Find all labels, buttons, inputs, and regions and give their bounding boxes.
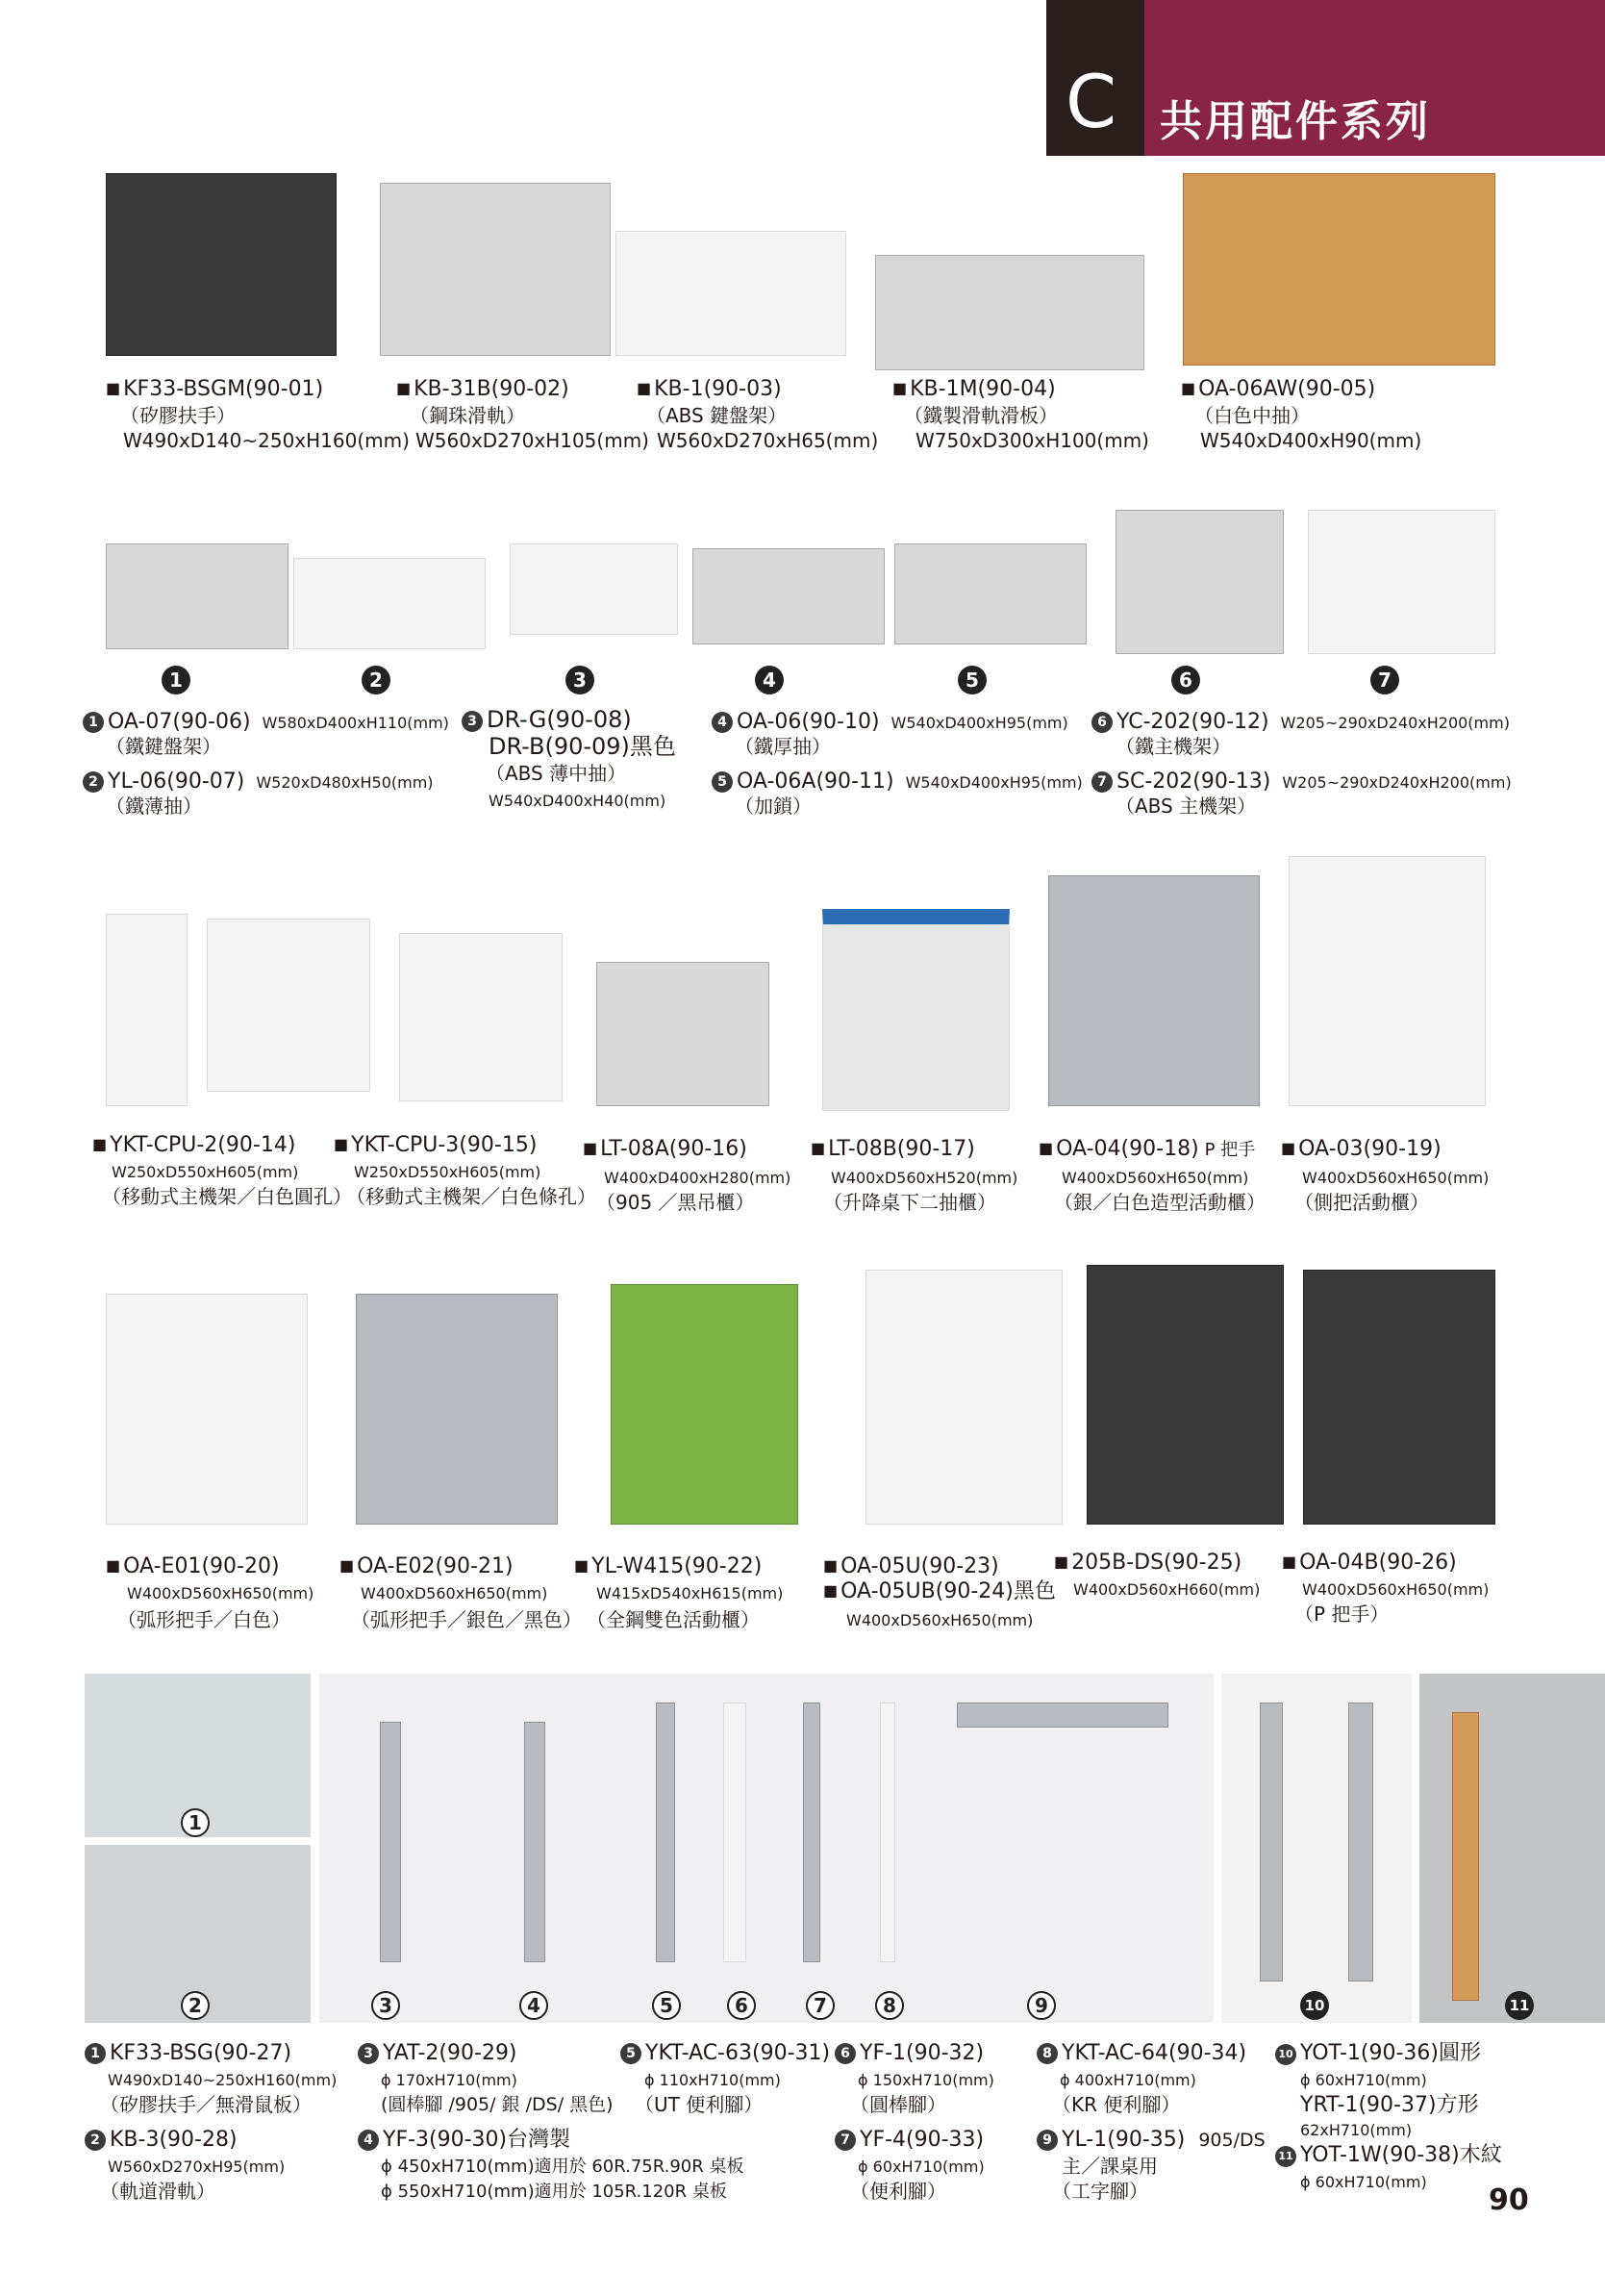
section-letter: C (1066, 59, 1117, 144)
product-desc-90-27: （矽膠扶手／無滑鼠板） (100, 2093, 312, 2116)
product-desc-90-08: （ABS 薄中抽） (486, 762, 627, 785)
product-desc-90-03: （ABS 鍵盤架） (646, 404, 788, 427)
product-code-90-31: YKT-AC-63(90-31) (645, 2041, 831, 2065)
item-badge-5: 5 (958, 666, 987, 694)
photo-round-legs (1221, 1674, 1412, 2023)
product-desc-90-02: （鋼珠滑軌） (410, 404, 525, 427)
product-desc-90-16: （905 ／黑吊櫃） (596, 1191, 755, 1214)
leg-shape-90-38 (1452, 1712, 1479, 2001)
page-number: 90 (1489, 2183, 1529, 2217)
product-code-90-24: ■ OA-05UB(90-24)黑色 (823, 1579, 1056, 1604)
product-extra-90-18: P 把手 (1204, 1140, 1256, 1160)
product-entry-90-06 (83, 710, 449, 735)
entry-number: 3 (462, 711, 483, 732)
cpu-cart-image-90-14a (106, 914, 188, 1106)
product-size-90-20: W400xD560xH650(mm) (127, 1584, 314, 1602)
product-size-90-03: W560xD270xH65(mm) (657, 429, 879, 452)
product-code-90-22: ■ YL-W415(90-22) (574, 1554, 762, 1579)
product-desc-90-18: （銀／白色造型活動櫃） (1054, 1191, 1266, 1214)
entry-number: 1 (83, 712, 104, 733)
entry-number: 3 (358, 2043, 379, 2064)
photo-badge-8: 8 (875, 1991, 904, 2020)
cpu-stand-image-90-13 (1308, 510, 1495, 654)
product-entry-90-07 (83, 770, 434, 795)
product-code-90-15: ■ YKT-CPU-3(90-15) (334, 1133, 537, 1158)
product-desc-90-29: (圓棒腳 /905/ 銀 /DS/ 黑色) (381, 2094, 614, 2115)
product-code-90-01: ■ KF33-BSGM(90-01) (106, 377, 323, 402)
product-entry-90-36 (1275, 2041, 1481, 2065)
photo-badge-4: 4 (519, 1991, 548, 2020)
product-size-90-05: W540xD400xH90(mm) (1200, 429, 1422, 452)
photo-badge-6: 6 (727, 1991, 756, 2020)
photo-badge-5: 5 (652, 1991, 681, 2020)
product-code-90-07: YL-06(90-07) (108, 770, 245, 794)
product-entry-90-28 (85, 2128, 238, 2152)
product-code-90-33: YF-4(90-33) (860, 2128, 985, 2152)
cabinet-image-90-23 (865, 1270, 1063, 1525)
cabinet-image-90-26 (1303, 1270, 1495, 1525)
product-desc-90-01: （矽膠扶手） (120, 404, 236, 427)
product-code-90-06: OA-07(90-06) (108, 710, 251, 734)
product-entry-90-34 (1037, 2041, 1246, 2065)
product-entry-90-18 (1039, 1137, 1255, 1162)
product-code-90-03: ■ KB-1(90-03) (637, 377, 782, 402)
product-size-90-22: W415xD540xH615(mm) (596, 1584, 784, 1602)
entry-number: 10 (1275, 2044, 1296, 2065)
product-desc-90-20: （弧形把手／白色） (117, 1608, 290, 1631)
entry-number: 9 (1037, 2130, 1058, 2151)
product-size-90-02: W560xD270xH105(mm) (415, 429, 649, 452)
product-desc-90-06: （鐵鍵盤架） (106, 735, 221, 758)
section-title-bar (1144, 0, 1605, 156)
leg-shape-90-31 (656, 1703, 675, 1962)
product-size-90-17: W400xD560xH520(mm) (831, 1169, 1018, 1187)
leg-shape-90-34 (880, 1703, 895, 1962)
product-desc-90-15: （移動式主機架／白色條孔） (346, 1185, 596, 1208)
item-badge-3: 3 (565, 666, 594, 694)
drawer-image-90-07 (293, 558, 486, 649)
product-size-90-23: W400xD560xH650(mm) (846, 1611, 1034, 1629)
product-desc-90-28: （軌道滑軌） (100, 2180, 215, 2203)
product-size-90-13: W205~290xD240xH200(mm) (1282, 773, 1512, 792)
item-badge-2: 2 (362, 666, 390, 694)
entry-number: 2 (83, 771, 104, 793)
product-code-90-08: DR-G(90-08) (487, 706, 632, 733)
product-code-90-26: ■ OA-04B(90-26) (1282, 1551, 1457, 1576)
product-desc-90-32: （圓棒腳） (850, 2093, 946, 2116)
product-code-90-10: OA-06(90-10) (737, 710, 880, 734)
photo-badge-11: 11 (1505, 1991, 1534, 2020)
cpu-stand-image-90-12 (1116, 510, 1284, 654)
product-code-90-34: YKT-AC-64(90-34) (1062, 2041, 1247, 2065)
cabinet-image-90-25 (1087, 1265, 1284, 1525)
product-code-90-25: ■ 205B-DS(90-25) (1054, 1551, 1241, 1576)
product-desc-90-17: （升降桌下二抽櫃） (823, 1191, 996, 1214)
product-code-90-21: ■ OA-E02(90-21) (339, 1554, 514, 1579)
product-size-90-25: W400xD560xH660(mm) (1073, 1580, 1261, 1599)
product-code-90-27: KF33-BSG(90-27) (110, 2041, 292, 2065)
entry-number: 11 (1275, 2146, 1296, 2167)
photo-badge-1: 1 (181, 1808, 210, 1837)
product-size-90-11: W540xD400xH95(mm) (905, 773, 1083, 792)
product-size-90-10: W540xD400xH95(mm) (890, 714, 1068, 732)
product-code-90-32: YF-1(90-32) (860, 2041, 985, 2065)
item-badge-4: 4 (755, 666, 784, 694)
product-code-90-37: YRT-1(90-37)方形 (1300, 2093, 1479, 2117)
cabinet-image-90-17 (822, 909, 1010, 1111)
product-size-90-38: ϕ 60xH710(mm) (1300, 2173, 1427, 2191)
product-size-90-01: W490xD140~250xH160(mm) (123, 429, 410, 452)
entry-number: 4 (712, 712, 733, 733)
product-code-90-17: ■ LT-08B(90-17) (811, 1137, 975, 1162)
photo-badge-2: 2 (181, 1991, 210, 2020)
product-size-90-19: W400xD560xH650(mm) (1302, 1169, 1490, 1187)
product-code-90-19: ■ OA-03(90-19) (1281, 1137, 1442, 1162)
product-entry-90-35 (1037, 2128, 1266, 2153)
product-size-90-31: ϕ 110xH710(mm) (644, 2071, 781, 2089)
section-title: 共用配件系列 (1160, 97, 1431, 146)
product-desc-90-05: （白色中抽） (1194, 404, 1310, 427)
product-desc-90-26: （P 把手） (1294, 1602, 1390, 1626)
product-entry-90-38 (1275, 2143, 1502, 2167)
cabinet-image-90-22 (611, 1284, 798, 1525)
leg-shape-90-29 (380, 1722, 401, 1962)
leg-shape-90-30 (524, 1722, 545, 1962)
product-code-90-12: YC-202(90-12) (1116, 710, 1269, 734)
entry-number: 7 (835, 2130, 856, 2151)
product-desc-90-33: （便利腳） (850, 2180, 946, 2203)
entry-number: 2 (85, 2130, 106, 2151)
product-code-90-02: ■ KB-31B(90-02) (396, 377, 569, 402)
product-entry-90-32 (835, 2041, 984, 2065)
entry-number: 8 (1037, 2043, 1058, 2064)
product-entry-90-33 (835, 2128, 984, 2152)
entry-number: 5 (620, 2043, 641, 2064)
drawer-image-90-11 (894, 543, 1087, 644)
entry-number: 7 (1091, 771, 1113, 793)
product-entry-90-12 (1091, 710, 1510, 735)
cabinet-image-90-18 (1048, 875, 1260, 1106)
product-size-90-28: W560xD270xH95(mm) (108, 2157, 286, 2176)
product-size-90-26: W400xD560xH650(mm) (1302, 1580, 1490, 1599)
product-entry-90-27 (85, 2041, 291, 2065)
entry-number: 6 (1091, 712, 1113, 733)
product-code-90-04: ■ KB-1M(90-04) (892, 377, 1056, 402)
product-entry-90-11 (712, 770, 1083, 795)
product-size-90-37: 62xH710(mm) (1300, 2121, 1413, 2139)
keyboard-tray-image-90-04 (875, 255, 1144, 370)
product-desc-90-13: （ABS 主機架） (1116, 795, 1257, 818)
product-size-90-07: W520xD480xH50(mm) (256, 773, 434, 792)
item-badge-6: 6 (1171, 666, 1200, 694)
product-size-90-12: W205~290xD240xH200(mm) (1280, 714, 1510, 732)
entry-number: 5 (712, 771, 733, 793)
cabinet-image-90-19 (1289, 856, 1486, 1106)
product-entry-90-13 (1091, 770, 1512, 795)
product-entry-90-30 (358, 2128, 570, 2152)
product-size-90-32: ϕ 150xH710(mm) (858, 2071, 994, 2089)
product-code-90-30: YF-3(90-30)台灣製 (383, 2128, 571, 2152)
photo-badge-9: 9 (1027, 1991, 1056, 2020)
product-code-90-18: OA-04(90-18) (1056, 1137, 1199, 1161)
product-code-90-35: YL-1(90-35) (1062, 2128, 1186, 2152)
entry-number: 6 (835, 2043, 856, 2064)
cpu-cart-image-90-14b (207, 919, 370, 1092)
cabinet-image-90-21 (356, 1294, 558, 1525)
hanging-cabinet-image-90-16 (596, 962, 769, 1106)
product-size-90-27: W490xD140~250xH160(mm) (108, 2071, 338, 2089)
product-desc-90-12: （鐵主機架） (1116, 735, 1231, 758)
cabinet-image-90-20 (106, 1294, 308, 1525)
product-code-90-05: ■ OA-06AW(90-05) (1181, 377, 1375, 402)
product-size-90-04: W750xD300xH100(mm) (915, 429, 1149, 452)
product-desc-90-07: （鐵薄抽） (106, 795, 202, 818)
product-size-90-15: W250xD550xH605(mm) (354, 1163, 541, 1181)
product-code-90-09: DR-B(90-09)黑色 (489, 733, 676, 760)
product-desc-90-34: （KR 便利腳） (1052, 2093, 1181, 2116)
product-code-90-36: YOT-1(90-36)圓形 (1300, 2041, 1481, 2065)
product-entry-90-29 (358, 2041, 517, 2065)
product-extra-90-35: 905/DS (1198, 2130, 1266, 2151)
product-code-90-13: SC-202(90-13) (1116, 770, 1271, 794)
product-size-90-21: W400xD560xH650(mm) (361, 1584, 548, 1602)
item-badge-1: 1 (162, 666, 190, 694)
item-badge-7: 7 (1370, 666, 1399, 694)
product-desc-90-22: （全鋼雙色活動櫃） (587, 1608, 760, 1631)
product-desc-90-04: （鐵製滑軌滑板） (904, 404, 1058, 427)
cpu-cart-image-90-15 (399, 933, 563, 1101)
entry-number: 1 (85, 2043, 106, 2064)
product-size-90-33: ϕ 60xH710(mm) (858, 2157, 985, 2176)
product-size-90-06: W580xD400xH110(mm) (262, 714, 449, 732)
keyboard-tray-image-90-02 (380, 183, 611, 356)
drawer-image-90-10 (692, 548, 885, 644)
leg-shape-90-32 (723, 1703, 746, 1962)
product-entry-90-31 (620, 2041, 830, 2065)
photo-badge-10: 10 (1300, 1991, 1329, 2020)
product-code-90-11: OA-06A(90-11) (737, 770, 894, 794)
leg-shape-90-33 (803, 1703, 820, 1962)
leg-shape-90-35-top (957, 1703, 1168, 1728)
photo-wood-leg (1419, 1674, 1605, 2023)
product-desc-90-11: （加鎖） (735, 795, 812, 818)
product-desc-90-10: （鐵厚抽） (735, 735, 831, 758)
entry-number: 4 (358, 2130, 379, 2151)
keyboard-tray-image-90-01 (106, 173, 337, 356)
drawer-image-90-08 (510, 543, 678, 635)
product-size-90-16: W400xD400xH280(mm) (604, 1169, 791, 1187)
product-code-90-23: ■ OA-05U(90-23) (823, 1554, 999, 1579)
product-code-90-29: YAT-2(90-29) (383, 2041, 517, 2065)
product-desc-90-31: （UT 便利腳） (635, 2093, 764, 2116)
drawer-image-90-06 (106, 543, 288, 649)
product-desc-90-21: （弧形把手／銀色／黑色） (351, 1608, 582, 1631)
leg-shape-90-37 (1348, 1703, 1373, 1981)
product-desc-90-19: （側把活動櫃） (1294, 1191, 1429, 1214)
product-desc-90-14: （移動式主機架／白色圓孔） (102, 1185, 352, 1208)
product-size-90-35: 主／課桌用 (1062, 2155, 1158, 2178)
product-code-90-28: KB-3(90-28) (110, 2128, 238, 2152)
product-size2-90-30: ϕ 550xH710(mm)適用於 105R.120R 桌板 (381, 2182, 727, 2202)
photo-badge-3: 3 (371, 1991, 400, 2020)
product-code-90-38: YOT-1W(90-38)木紋 (1300, 2143, 1502, 2167)
product-code-90-16: ■ LT-08A(90-16) (583, 1137, 747, 1162)
section-letter-box (1046, 0, 1144, 156)
product-size-90-30: ϕ 450xH710(mm)適用於 60R.75R.90R 桌板 (381, 2157, 744, 2177)
product-size-90-36: ϕ 60xH710(mm) (1300, 2071, 1427, 2089)
product-desc-90-35: （工字腳） (1052, 2180, 1148, 2203)
product-size-90-29: ϕ 170xH710(mm) (381, 2071, 517, 2089)
product-size-90-14: W250xD550xH605(mm) (112, 1163, 299, 1181)
photo-badge-7: 7 (806, 1991, 835, 2020)
keyboard-tray-image-90-03 (615, 231, 846, 356)
product-code-90-14: ■ YKT-CPU-2(90-14) (92, 1133, 295, 1158)
drawer-image-90-05 (1183, 173, 1495, 366)
product-code-90-20: ■ OA-E01(90-20) (106, 1554, 280, 1579)
product-size-90-18: W400xD560xH650(mm) (1062, 1169, 1249, 1187)
product-entry-90-10 (712, 710, 1068, 735)
product-entry-90-08 (462, 708, 632, 733)
product-size-90-34: ϕ 400xH710(mm) (1060, 2071, 1196, 2089)
product-size-90-08: W540xD400xH40(mm) (489, 792, 666, 810)
leg-shape-90-36 (1260, 1703, 1283, 1981)
